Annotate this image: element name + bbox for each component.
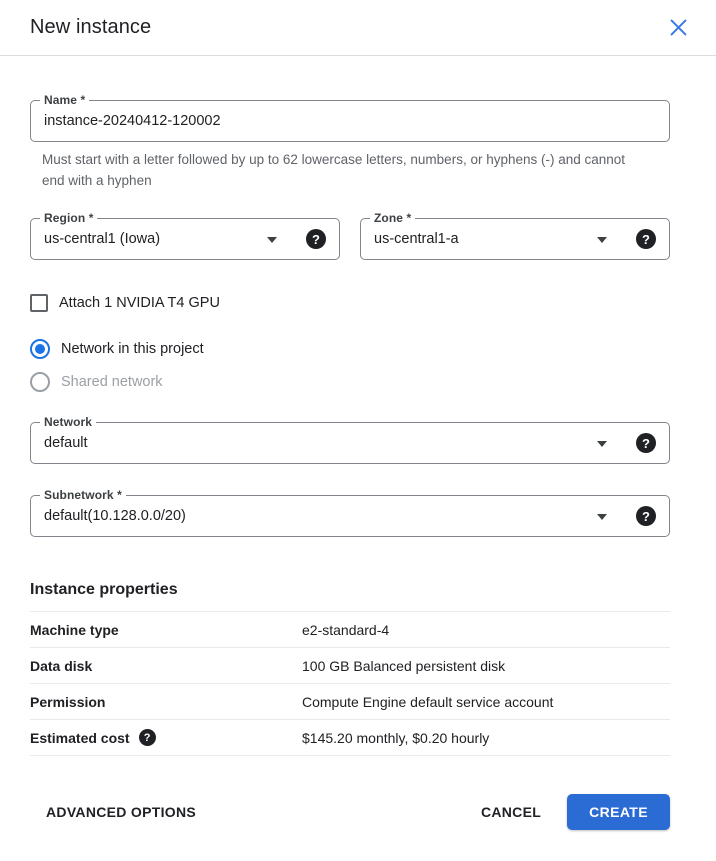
dialog-content [30, 93, 670, 830]
name-field [30, 93, 670, 142]
subnetwork-dropdown-arrow-icon[interactable] [597, 514, 607, 520]
data-disk-label: Data disk [30, 657, 93, 674]
region-zone-row [30, 211, 670, 260]
table-row-permission [30, 684, 670, 720]
machine-type-label: Machine type [30, 621, 119, 638]
estimated-cost-value: $145.20 monthly, $0.20 hourly [302, 729, 490, 746]
zone-dropdown-arrow-icon[interactable] [597, 237, 607, 243]
region-label: Region * [40, 211, 97, 225]
permission-label: Permission [30, 693, 106, 710]
table-row-estimated-cost [30, 720, 670, 756]
region-dropdown-arrow-icon[interactable] [267, 237, 277, 243]
region-help-icon[interactable]: ? [306, 229, 326, 249]
network-dropdown-arrow-icon[interactable] [597, 441, 607, 447]
table-row-data-disk [30, 648, 670, 684]
subnetwork-select[interactable] [30, 488, 670, 537]
gpu-checkbox-label: Attach 1 NVIDIA T4 GPU [59, 295, 220, 311]
create-button[interactable]: CREATE [567, 794, 670, 830]
zone-value: us-central1-a [374, 231, 459, 247]
region-value: us-central1 (Iowa) [44, 231, 161, 247]
radio-shared-network-label: Shared network [61, 374, 163, 390]
close-button[interactable] [666, 16, 690, 40]
zone-select[interactable] [360, 211, 670, 260]
region-select[interactable] [30, 211, 340, 260]
machine-type-value: e2-standard-4 [302, 621, 390, 638]
name-helper-text: Must start with a letter followed by up to 62 lowercase letters, numbers, or hyphens (-) and cannot end with a hyphen [42, 152, 626, 188]
network-value: default [44, 435, 88, 451]
dialog-title: New instance [30, 16, 152, 38]
radio-unselected-icon[interactable] [30, 372, 50, 392]
network-help-icon[interactable]: ? [636, 433, 656, 453]
dialog-header [0, 0, 716, 56]
permission-value: Compute Engine default service account [302, 693, 554, 710]
name-field-label: Name * [40, 93, 89, 107]
estimated-cost-label [30, 729, 302, 746]
close-x-icon [670, 19, 687, 36]
instance-properties-heading: Instance properties [30, 581, 178, 598]
subnetwork-label: Subnetwork * [40, 488, 126, 502]
radio-shared-network[interactable] [30, 372, 670, 392]
subnetwork-help-icon[interactable]: ? [636, 506, 656, 526]
table-row-machine-type [30, 612, 670, 648]
name-input[interactable] [31, 101, 669, 141]
estimated-cost-help-icon[interactable]: ? [139, 729, 156, 746]
estimated-cost-label-text: Estimated cost [30, 729, 130, 746]
cancel-button[interactable]: CANCEL [465, 795, 557, 829]
network-select[interactable] [30, 415, 670, 464]
radio-selected-icon[interactable] [30, 339, 50, 359]
gpu-checkbox[interactable] [30, 294, 48, 312]
instance-properties-table [30, 611, 670, 756]
zone-help-icon[interactable]: ? [636, 229, 656, 249]
subnetwork-value: default(10.128.0.0/20) [44, 508, 186, 524]
data-disk-value: 100 GB Balanced persistent disk [302, 657, 506, 674]
zone-label: Zone * [370, 211, 415, 225]
gpu-checkbox-row[interactable] [30, 294, 670, 312]
dialog-actions [30, 794, 670, 830]
radio-network-in-project-label: Network in this project [61, 341, 204, 357]
radio-network-in-project[interactable] [30, 339, 670, 359]
advanced-options-button[interactable]: ADVANCED OPTIONS [30, 795, 212, 829]
network-label: Network [40, 415, 96, 429]
